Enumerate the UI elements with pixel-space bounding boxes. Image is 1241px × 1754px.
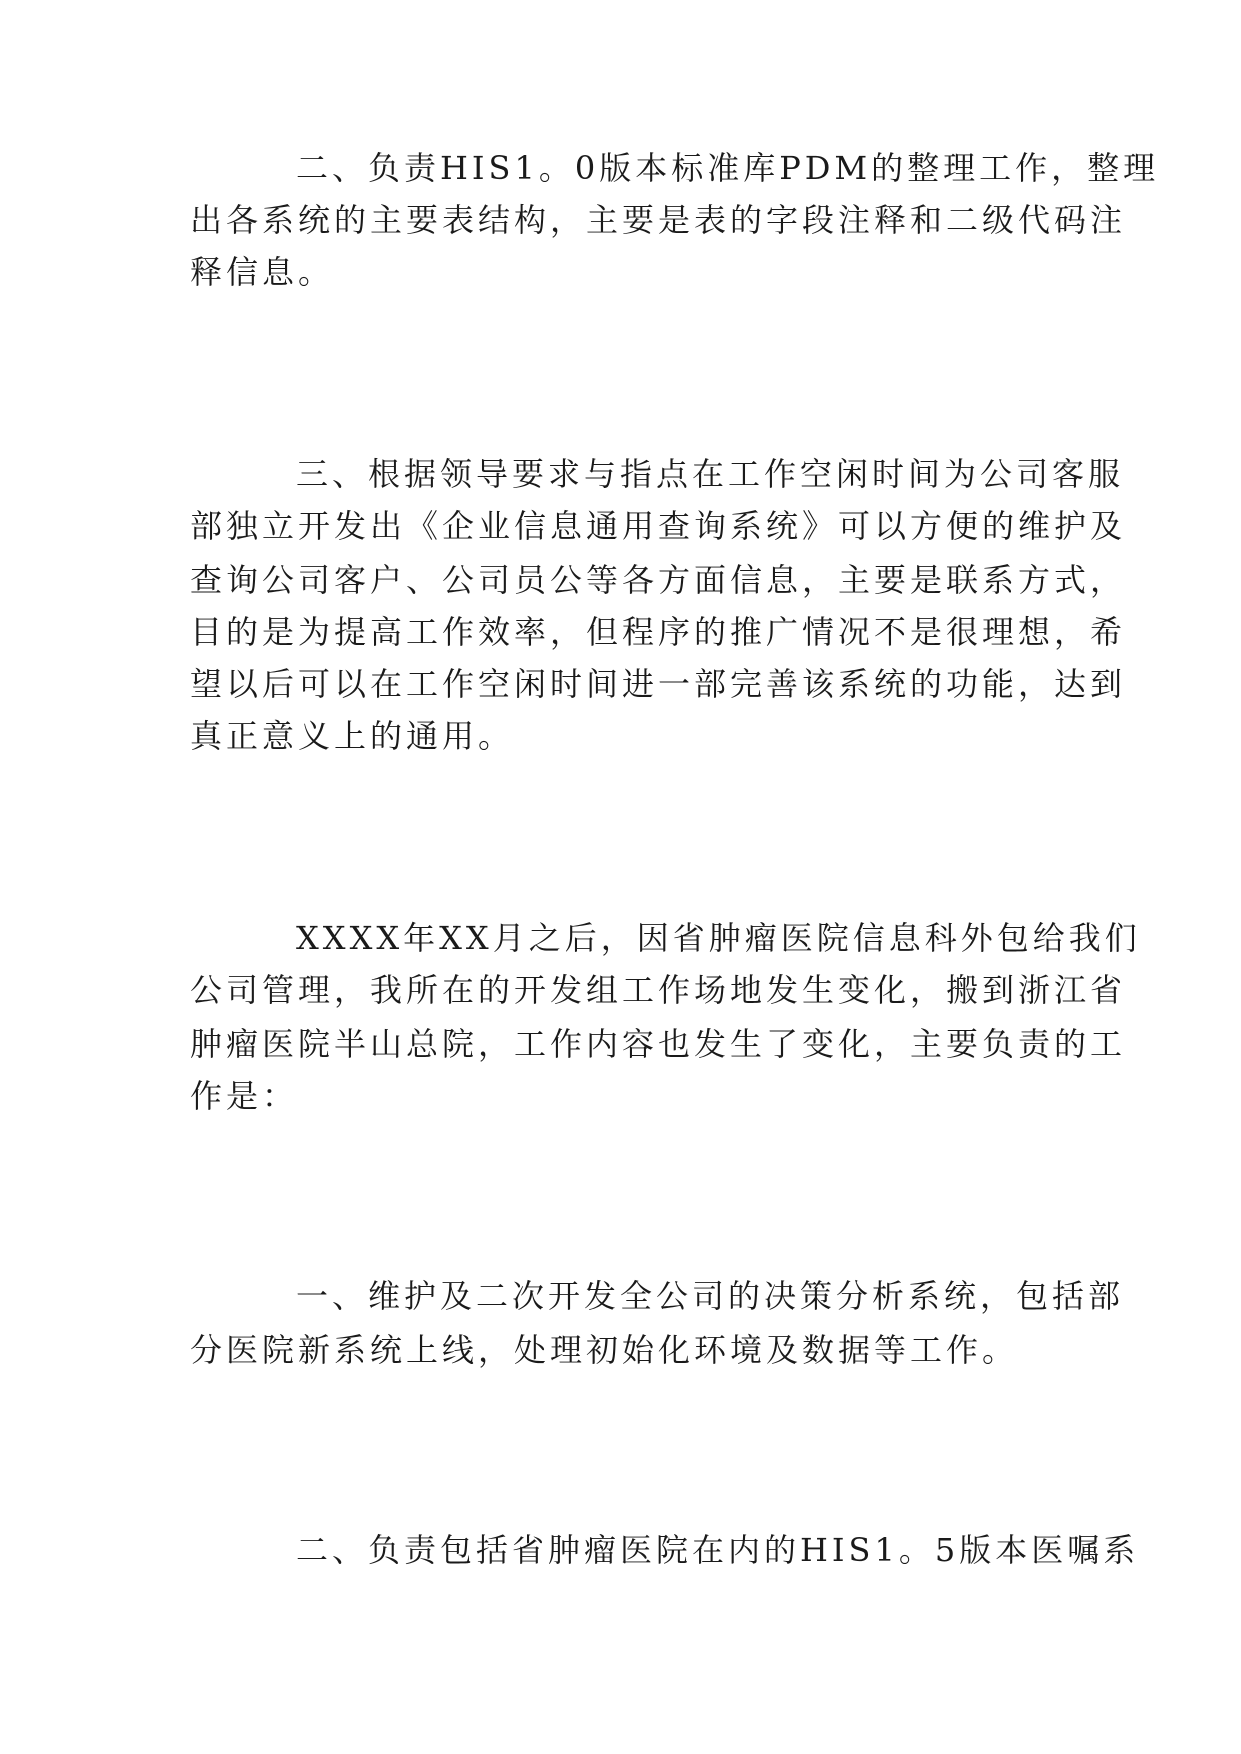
text-line: 一、维护及二次开发全公司的决策分析系统，包括部 bbox=[296, 1277, 1125, 1315]
text-line: 肿瘤医院半山总院，工作内容也发生了变化，主要负责的工 bbox=[190, 1025, 1127, 1063]
text-line: 查询公司客户、公司员公等各方面信息，主要是联系方式， bbox=[190, 561, 1127, 599]
text-line: 出各系统的主要表结构，主要是表的字段注释和二级代码注 bbox=[190, 201, 1127, 239]
text-line: 部独立开发出《企业信息通用查询系统》可以方便的维护及 bbox=[190, 507, 1127, 545]
text-line: 目的是为提高工作效率，但程序的推广情况不是很理想，希 bbox=[190, 613, 1127, 651]
text-line: 公司管理，我所在的开发组工作场地发生变化，搬到浙江省 bbox=[190, 971, 1127, 1009]
text-line: 二、负责包括省肿瘤医院在内的HIS1。5版本医嘱系 bbox=[296, 1531, 1140, 1569]
text-line: 作是： bbox=[190, 1077, 299, 1115]
text-line: 分医院新系统上线，处理初始化环境及数据等工作。 bbox=[190, 1331, 1019, 1369]
text-line: 释信息。 bbox=[190, 253, 335, 291]
text-line: 望以后可以在工作空闲时间进一部完善该系统的功能，达到 bbox=[190, 665, 1127, 703]
text-line: 三、根据领导要求与指点在工作空闲时间为公司客服 bbox=[296, 455, 1125, 493]
text-line: 二、负责HIS1。0版本标准库PDM的整理工作，整理 bbox=[296, 149, 1160, 187]
text-line: 真正意义上的通用。 bbox=[190, 717, 515, 755]
text-line: XXXX年XX月之后，因省肿瘤医院信息科外包给我们 bbox=[296, 919, 1141, 957]
